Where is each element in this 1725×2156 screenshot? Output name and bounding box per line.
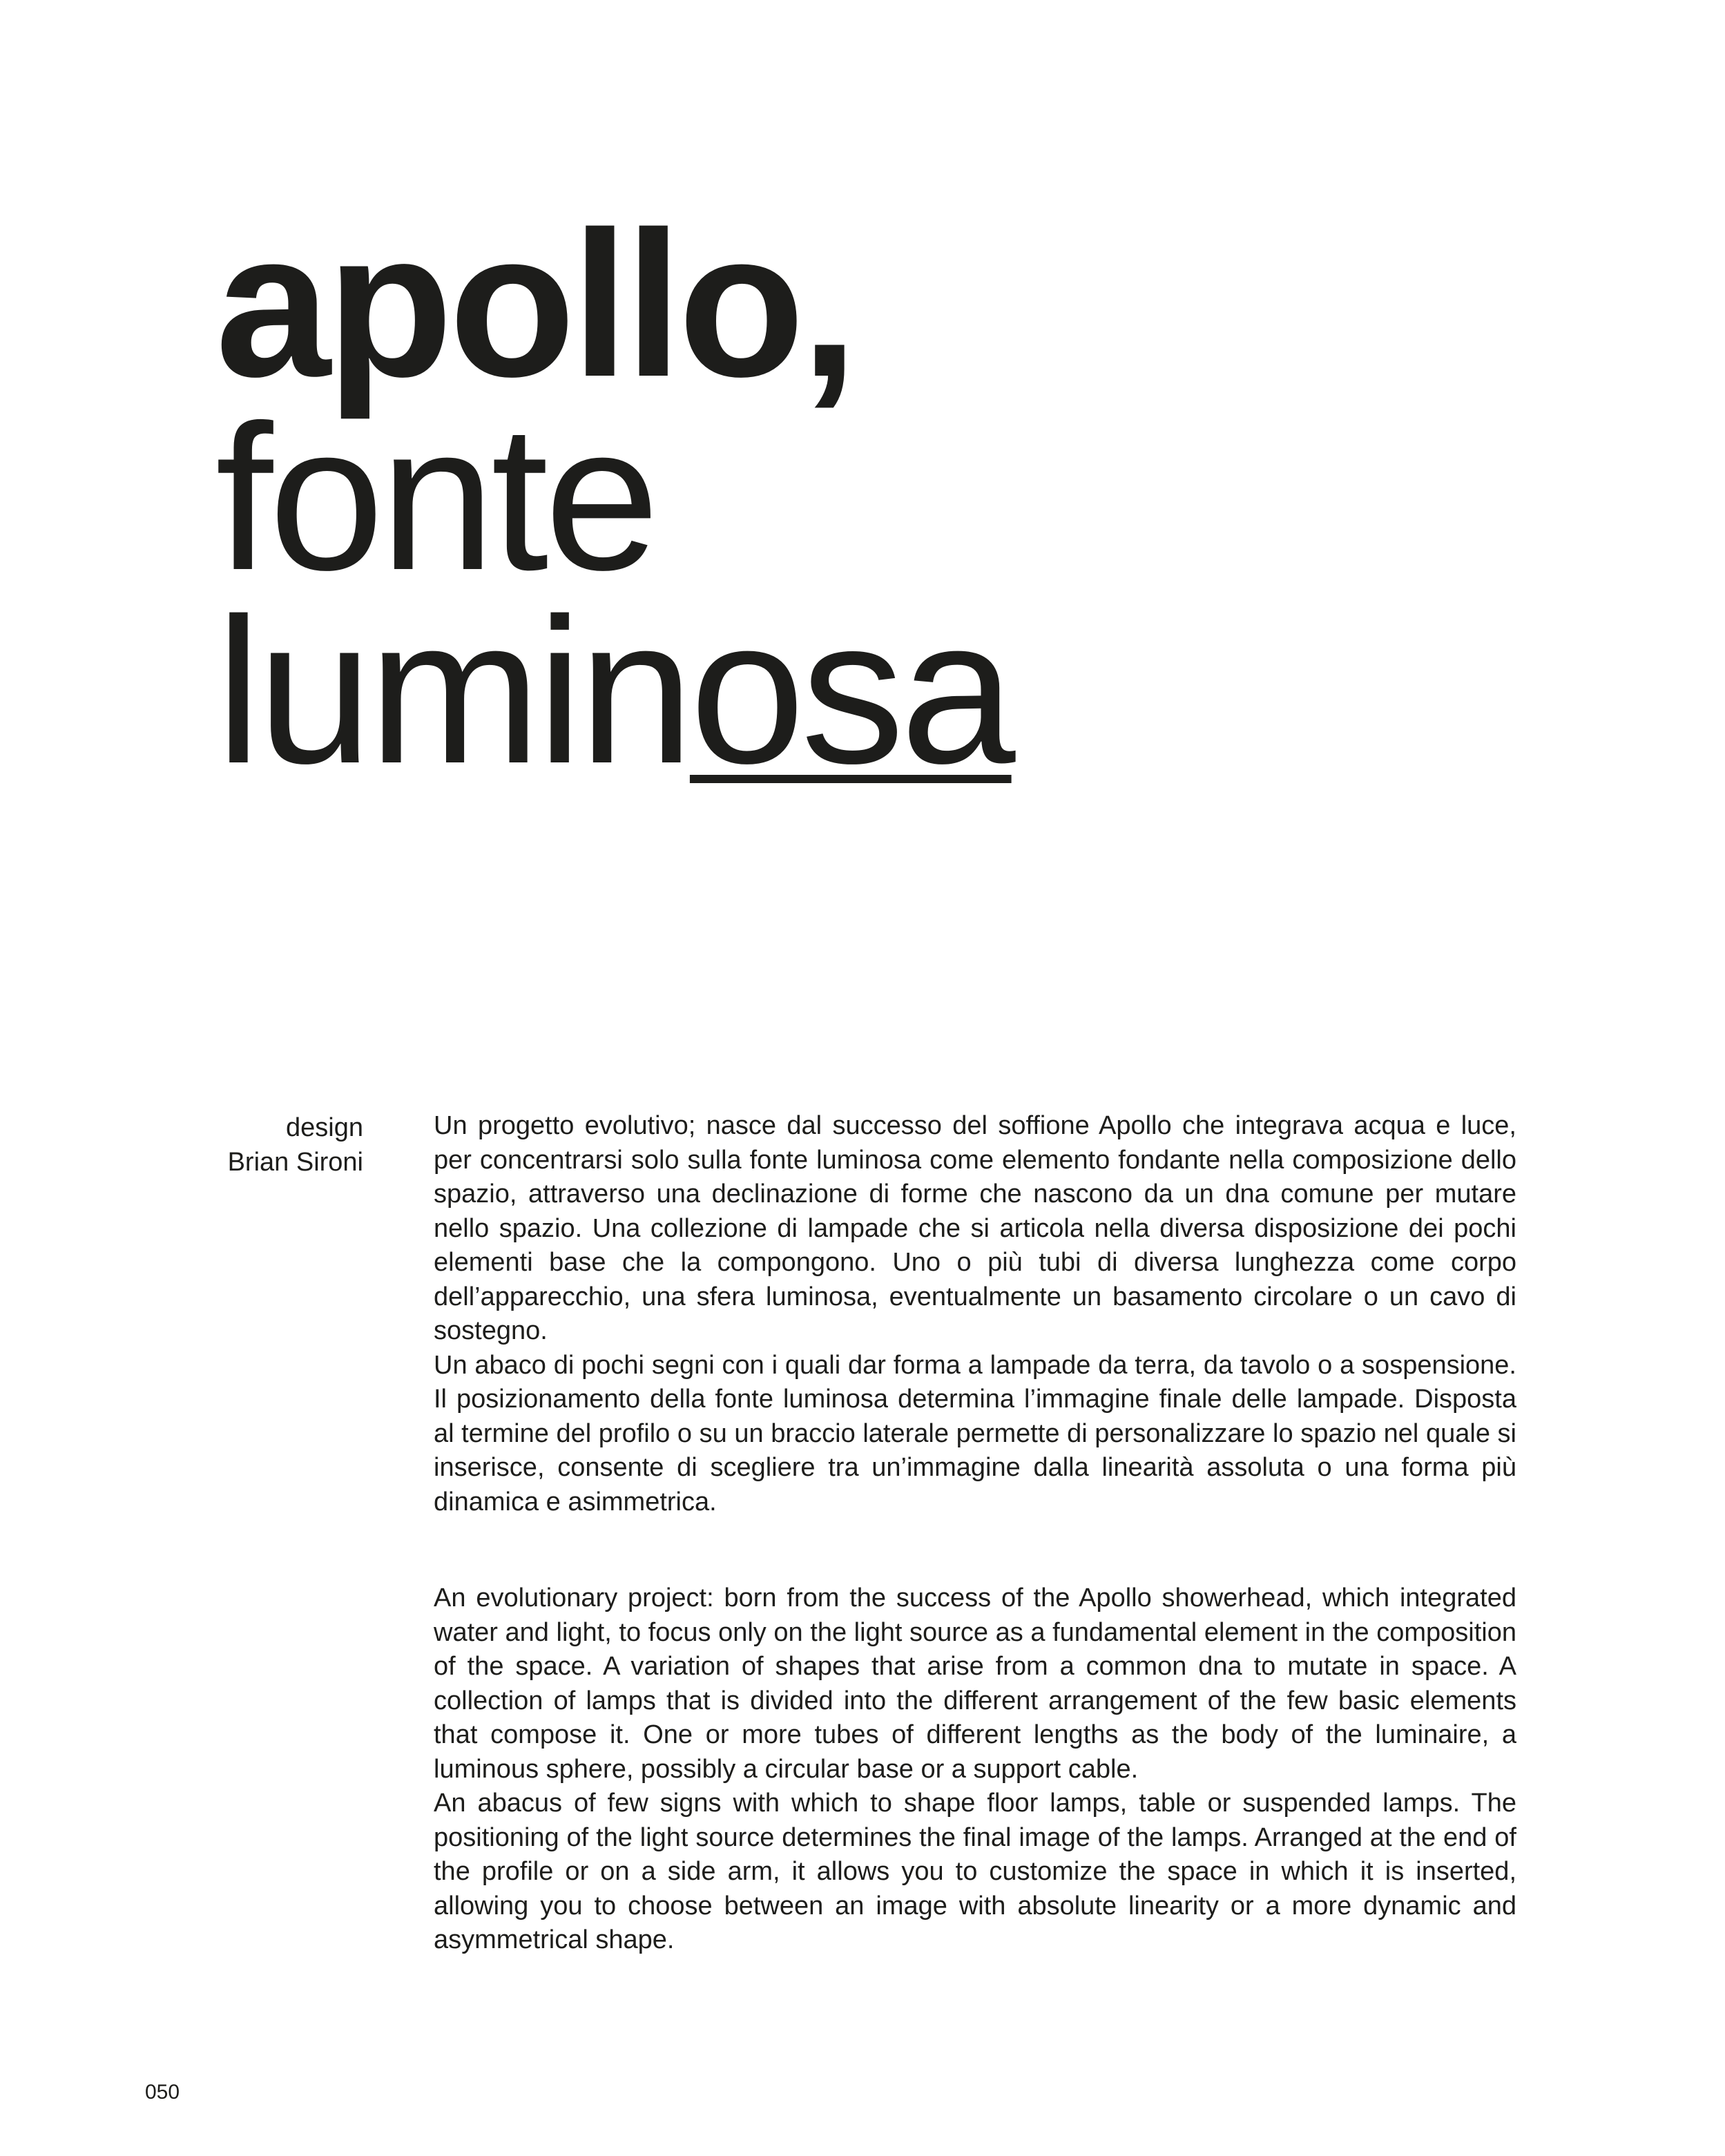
credit-label: design xyxy=(286,1113,363,1142)
title-line-1: apollo, xyxy=(215,188,854,420)
title-line-2: fonte xyxy=(215,381,656,613)
italian-paragraph-2: Un abaco di pochi segni con i quali dar forma a lampade da terra, da tavolo o a sospensione. Il posizionamento della fonte luminosa determina l’immagine finale delle lampade. Disposta al termine del profilo o su un braccio laterale permette di personalizzare lo spazio nel quale si inserisce, consente di scegliere tra un’immagine dalla linearità assoluta o una forma più dinamica e asimmetrica. xyxy=(434,1350,1516,1517)
italian-paragraph-1: Un progetto evolutivo; nasce dal successo del soffione Apollo che integrava acqua e luce, per concentrarsi solo sulla fonte luminosa come elemento fondante nella composizione dello spazio, attraverso una declinazione di forme che nascono da un dna comune per mutare nello spazio. Una collezione di lampade che si articola nella diversa disposizione dei pochi elementi base che la compongono. Uno o più tubi di diversa lunghezza come corpo dell’apparecchio, una sfera luminosa, eventualmente un basamento circolare o un cavo di sostegno. xyxy=(434,1111,1516,1345)
english-paragraph-2: An abacus of few signs with which to shape floor lamps, table or suspended lamps. The positioning of the light source determines the final image of the lamps. Arranged at the end of the profile or on a side arm, it allows you to customize the space in which it is inserted, allowing you to choose between an image with absolute linearity or a more dynamic and asymmetrical shape. xyxy=(434,1789,1516,1954)
page-title xyxy=(215,188,1320,807)
body-text-english xyxy=(434,1581,1516,1958)
title-line-3-plain: lumin xyxy=(215,575,690,807)
design-credit xyxy=(207,1110,363,1180)
body-text-italian xyxy=(434,1109,1516,1519)
page-number: 050 xyxy=(145,2081,180,2104)
english-paragraph-1: An evolutionary project: born from the success of the Apollo showerhead, which integrated water and light, to focus only on the light source as a fundamental element in the composition of the space. A variation of shapes that arise from a common dna to mutate in space. A collection of lamps that is divided into the different arrangement of the few basic elements that compose it. One or more tubes of different lengths as the body of the luminaire, a luminous sphere, possibly a circular base or a support cable. xyxy=(434,1584,1516,1784)
title-line-3-underlined: osa xyxy=(689,575,1012,807)
designer-name: Brian Sironi xyxy=(227,1148,363,1177)
title-line-3 xyxy=(215,575,1320,807)
